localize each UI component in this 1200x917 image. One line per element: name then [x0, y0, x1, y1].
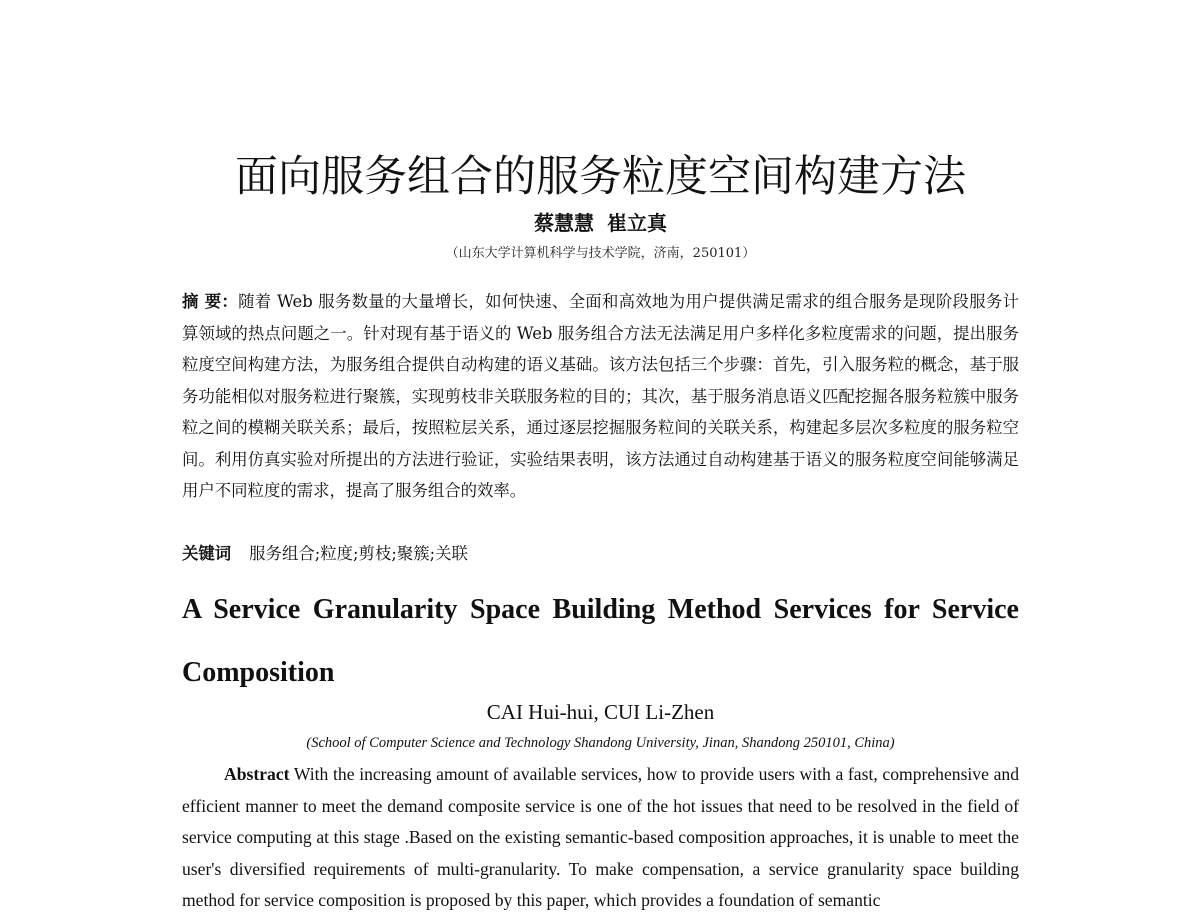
chinese-authors: 蔡慧慧 崔立真 — [534, 211, 667, 235]
chinese-title: 面向服务组合的服务粒度空间构建方法 — [235, 152, 966, 202]
chinese-abstract-label: 摘 要： — [182, 292, 239, 311]
chinese-keywords-text: 服务组合;粒度;剪枝;聚簇;关联 — [249, 544, 468, 563]
english-affiliation: (School of Computer Science and Technology Shandong University, Jinan, Shandong 250101, China) — [306, 735, 895, 751]
chinese-abstract — [182, 286, 1019, 507]
chinese-affiliation: （山东大学计算机科学与技术学院，济南，250101） — [445, 246, 756, 261]
chinese-keywords-label: 关键词 — [182, 544, 232, 563]
chinese-abstract-text: 随着 Web 服务数量的大量增长，如何快速、全面和高效地为用户提供满足需求的组合服务是现阶段服务计算领域的热点问题之一。针对现有基于语义的 Web 服务组合方法无法满足用户多样化多粒度需求的问题，提出服务粒度空间构建方法，为服务组合提供自动构建的语义基础。该方法包括三个步骤：首先，引入服务粒的概念，基于服务功能相似对服务粒进行聚簇，实现剪枝非关联服务粒的目的；其次，基于服务消息语义匹配挖掘各服务粒簇中服务粒之间的模糊关联关系；最后，按照粒层关系，通过逐层挖掘服务粒间的关联关系，构建起多层次多粒度的服务粒空间。利用仿真实验对所提出的方法进行验证，实验结果表明，该方法通过自动构建基于语义的服务粒度空间能够满足用户不同粒度的需求，提高了服务组合的效率。 — [182, 292, 1019, 500]
english-authors: CAI Hui-hui, CUI Li-Zhen — [486, 700, 715, 724]
english-abstract-label: Abstract — [224, 764, 290, 784]
english-abstract — [182, 759, 1019, 917]
english-abstract-text: With the increasing amount of available services, how to provide users with a fast, comprehensive and efficient manner to meet the demand composite service is one of the hot issues that need to be resolved in the field of service computing at this stage .Based on the existing semantic-based composition approaches, it is unable to meet the user's diversified requirements of multi-granularity. To make compensation, a service granularity space building method for service composition is proposed by this paper, which provides a foundation of semantic — [182, 764, 1019, 910]
english-title: A Service Granularity Space Building Method Services for Service Composition — [182, 594, 1019, 688]
chinese-keywords — [182, 538, 1019, 569]
